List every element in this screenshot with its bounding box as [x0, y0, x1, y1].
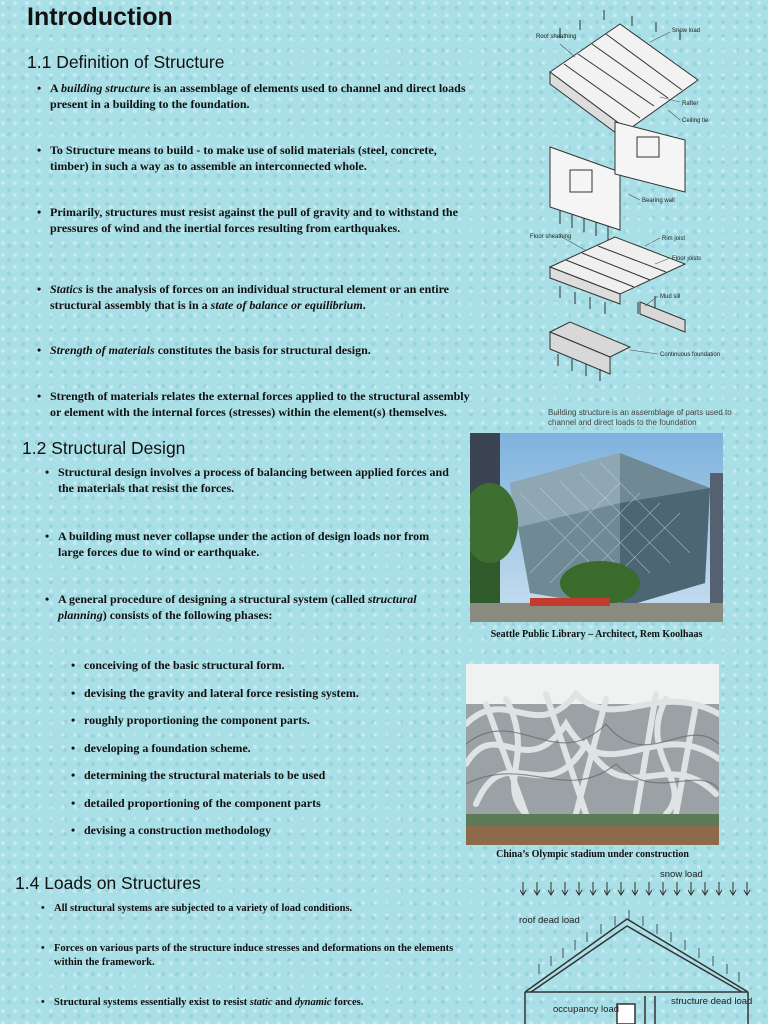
label-roof-sheathing: Roof sheathing — [536, 34, 577, 40]
list-item: • detailed proportioning of the component parts — [84, 796, 444, 812]
continuous-foundation — [550, 302, 685, 381]
structural-assembly-diagram — [520, 2, 760, 407]
floor-framing — [550, 237, 685, 314]
label-snow-load: Snow load — [672, 28, 701, 34]
list-item: • A building must never collapse under the action of design loads nor from large forces due to wind or earthquake. — [58, 529, 453, 560]
list-item: • devising the gravity and lateral force resisting system. — [84, 686, 444, 702]
label-floor-joists: Floor joists — [672, 256, 702, 262]
section-heading-1-4: 1.4 Loads on Structures — [15, 873, 201, 893]
label-rim-joist: Rim joist — [662, 236, 686, 242]
label-mud-sill: Mud sill — [660, 294, 681, 300]
section-heading-1-1: 1.1 Definition of Structure — [27, 52, 225, 72]
seattle-library-caption: Seattle Public Library – Architect, Rem Koolhaas — [490, 629, 703, 640]
label-bearing-wall: Bearing wall — [642, 198, 675, 204]
list-item: • All structural systems are subjected to a variety of load conditions. — [54, 902, 474, 916]
snow-load-arrows — [520, 882, 750, 895]
olympic-stadium-photo — [466, 664, 719, 845]
list-item: • Strength of materials constitutes the basis for structural design. — [50, 343, 475, 359]
page-title: Introduction — [27, 3, 173, 31]
label-rafter: Rafter — [682, 101, 699, 107]
label-continuous-foundation: Continuous foundation — [660, 352, 721, 358]
section-heading-1-2: 1.2 Structural Design — [22, 438, 186, 458]
label-floor-sheathing: Floor sheathing — [530, 234, 572, 240]
list-item: • Primarily, structures must resist against the pull of gravity and to withstand the pressures of wind and the inertial forces resulting from earthquakes. — [50, 205, 475, 236]
house-loads-diagram — [505, 864, 760, 1024]
list-item: • A general procedure of designing a structural system (called structural planning) consists of the following phases: — [58, 592, 428, 623]
label-roof-dead-load: roof dead load — [519, 915, 580, 926]
figure-caption: Building structure is an assemblage of parts used to channel and direct loads to the foundation — [548, 408, 732, 427]
list-item: • Strength of materials relates the external forces applied to the structural assembly or element with the internal forces (stresses) within the element(s) themselves. — [50, 389, 478, 420]
seattle-library-photo — [470, 433, 723, 622]
list-item: • conceiving of the basic structural form. — [84, 658, 444, 674]
list-item: • roughly proportioning the component parts. — [84, 713, 444, 729]
label-ceiling-tie: Ceiling tie — [682, 118, 709, 124]
list-item: • Statics is the analysis of forces on an individual structural element or an entire structural assembly that is in a state of balance or equilibrium. — [50, 282, 475, 313]
label-occupancy-load: occupancy load — [553, 1004, 620, 1015]
list-item: • Structural systems essentially exist to resist static and dynamic forces. — [54, 996, 474, 1010]
list-item: • Forces on various parts of the structure induce stresses and deformations on the elements within the framework. — [54, 942, 474, 970]
list-item: • developing a foundation scheme. — [84, 741, 444, 757]
list-item: • To Structure means to build - to make use of solid materials (steel, concrete, timber) in such a way as to assemble an interconnected whole. — [50, 143, 475, 174]
label-snow-load: snow load — [660, 869, 703, 880]
olympic-stadium-caption: China’s Olympic stadium under construction — [496, 849, 689, 860]
bearing-walls — [550, 122, 685, 240]
label-structure-dead-load: structure dead load — [671, 996, 753, 1007]
list-item: • devising a construction methodology — [84, 823, 444, 839]
list-item: • Structural design involves a process of balancing between applied forces and the materials that resist the forces. — [58, 465, 453, 496]
list-item: • A building structure is an assemblage of elements used to channel and direct loads present in a building to the foundation. — [50, 81, 475, 112]
list-item: • determining the structural materials to be used — [84, 768, 444, 784]
